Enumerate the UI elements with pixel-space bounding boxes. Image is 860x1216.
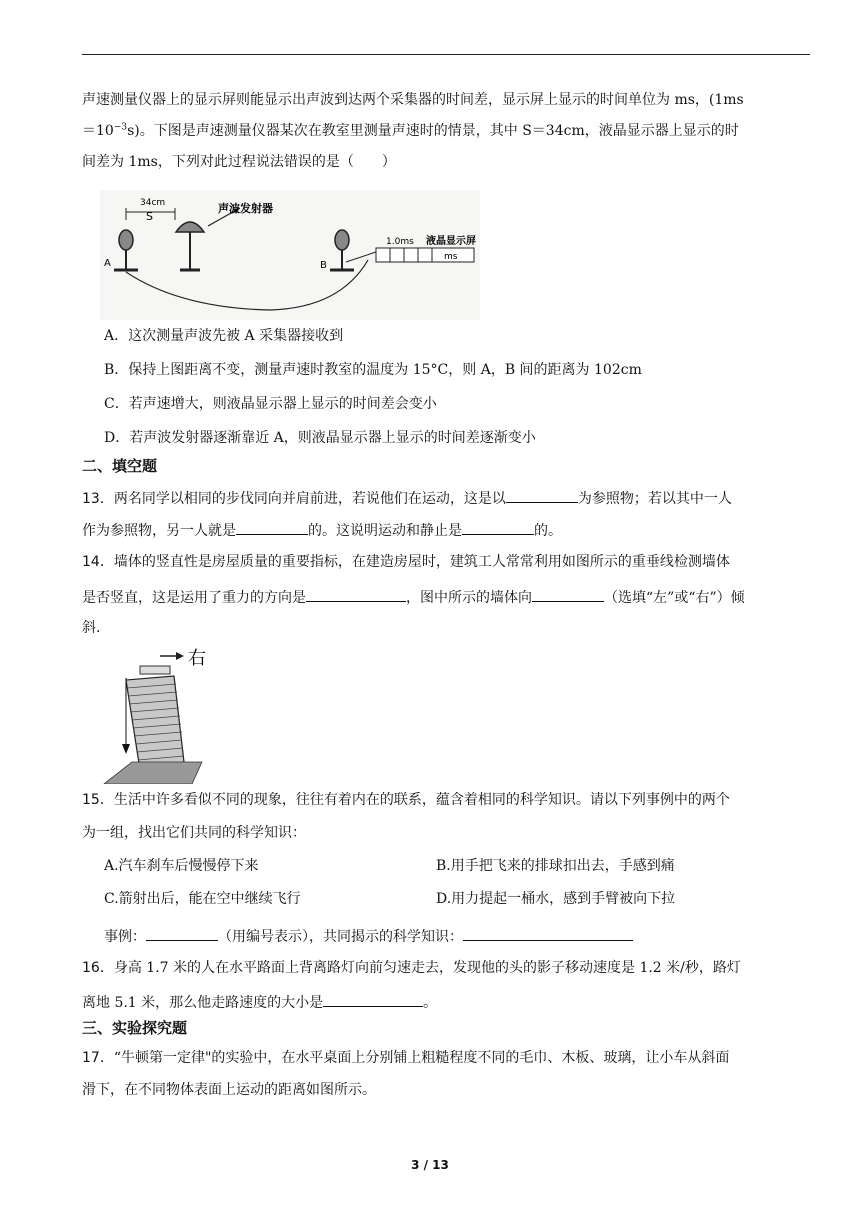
q15-row-2: C.箭射出后，能在空中继续飞行 [104, 891, 301, 907]
q15-blank-1[interactable] [146, 924, 218, 941]
brick-wall [126, 676, 184, 770]
q15-line-2: 为一组，找出它们共同的科学知识： [82, 825, 306, 841]
q15-option-d: D.用力提起一桶水，感到手臂被向下拉 [436, 891, 676, 907]
q15-line-5: 事例： （用编号表示），共同揭示的科学知识： [104, 924, 834, 947]
q12-line-3: 间差为 1ms，下列对此过程说法错误的是（ ） [82, 154, 396, 170]
collector-a-label: A [104, 258, 111, 269]
q14-line-2: 是否竖直，这是运用了重力的方向是 ，图中所示的墙体向 （选填“左”或“右”）倾 [82, 585, 812, 608]
q13-blank-3[interactable] [462, 518, 534, 535]
lcd-label: 液晶显示屏 [426, 236, 476, 247]
q17-line-2: 滑下，在不同物体表面上运动的距离如图所示。 [82, 1082, 376, 1098]
q15-blank-2[interactable] [463, 924, 633, 941]
direction-label: 右 [188, 648, 206, 669]
q15-line-1: 15．生活中许多看似不同的现象，往往有着内在的联系，蕴含着相同的科学知识。请以下列事例中的两个 [82, 792, 730, 808]
q12-line-1: 声速测量仪器上的显示屏则能显示出声波到达两个采集器的时间差，显示屏上显示的时间单位为 ms，(1ms [82, 92, 744, 108]
brick-wall-plumb-figure [102, 644, 212, 784]
q16-line-1: 16．身高 1.7 米的人在水平路面上背离路灯向前匀速走去，发现他的头的影子移动速度是 1.2 米/秒，路灯 [82, 960, 741, 976]
q14-line-3: 斜. [82, 620, 101, 636]
q13-line-1: 13．两名同学以相同的步伐同向并肩前进，若说他们在运动，这是以 为参照物；若以其中一人 [82, 486, 812, 509]
emitter-label: 声波发射器 [218, 202, 273, 215]
q13-blank-1[interactable] [506, 486, 578, 503]
q14-blank-2[interactable] [532, 585, 604, 602]
plumb-bob [122, 744, 130, 754]
header-rule [82, 54, 810, 55]
q16-line-2: 离地 5.1 米，那么他走路速度的大小是 。 [82, 990, 812, 1013]
lcd-display [376, 248, 474, 262]
sound-speed-apparatus-figure [100, 190, 480, 320]
page-number: 3 / 13 [411, 1158, 449, 1172]
section-fill-blank-title: 二、填空题 [82, 457, 158, 475]
q16-blank[interactable] [323, 990, 423, 1007]
q12-option-c: C．若声速增大，则液晶显示器上显示的时间差会变小 [104, 396, 437, 412]
s-label: S [146, 210, 153, 223]
lcd-reading: 1.0ms [386, 237, 414, 247]
lcd-unit: ms [444, 252, 458, 262]
q13-blank-2[interactable] [236, 518, 308, 535]
q14-line-1: 14．墙体的竖直性是房屋质量的重要指标，在建造房屋时，建筑工人常常利用如图所示的重垂线检测墙体 [82, 554, 730, 570]
q12-option-b: B．保持上图距离不变，测量声速时教室的温度为 15°C，则 A，B 间的距离为 102cm [104, 362, 642, 378]
collector-b-label: B [320, 260, 327, 271]
q17-line-1: 17．“牛顿第一定律"的实验中，在水平桌面上分别铺上粗糙程度不同的毛巾、木板、玻璃，让小车从斜面 [82, 1050, 730, 1066]
q14-blank-1[interactable] [306, 585, 406, 602]
collector-a-head [119, 230, 133, 250]
q12-option-a: A．这次测量声波先被 A 采集器接收到 [104, 328, 344, 344]
collector-b-head [335, 230, 349, 250]
q12-line-2: $=10^{-3}s$)。下图是声速测量仪器某次在教室里测量声速时的情景，其中 S＝34cm，液晶显示器上显示的时 [82, 122, 739, 139]
q15-row-1: A.汽车刹车后慢慢停下来 [104, 858, 259, 874]
q12-option-d: D．若声波发射器逐渐靠近 A，则液晶显示器上显示的时间差逐渐变小 [104, 430, 536, 446]
q15-option-b: B.用手把飞来的排球扣出去，手感到痛 [436, 858, 675, 874]
distance-label: 34cm [140, 198, 166, 208]
section-experiment-title: 三、实验探究题 [82, 1019, 188, 1037]
q13-line-2: 作为参照物，另一人就是 的。这说明运动和静止是 的。 [82, 518, 812, 541]
